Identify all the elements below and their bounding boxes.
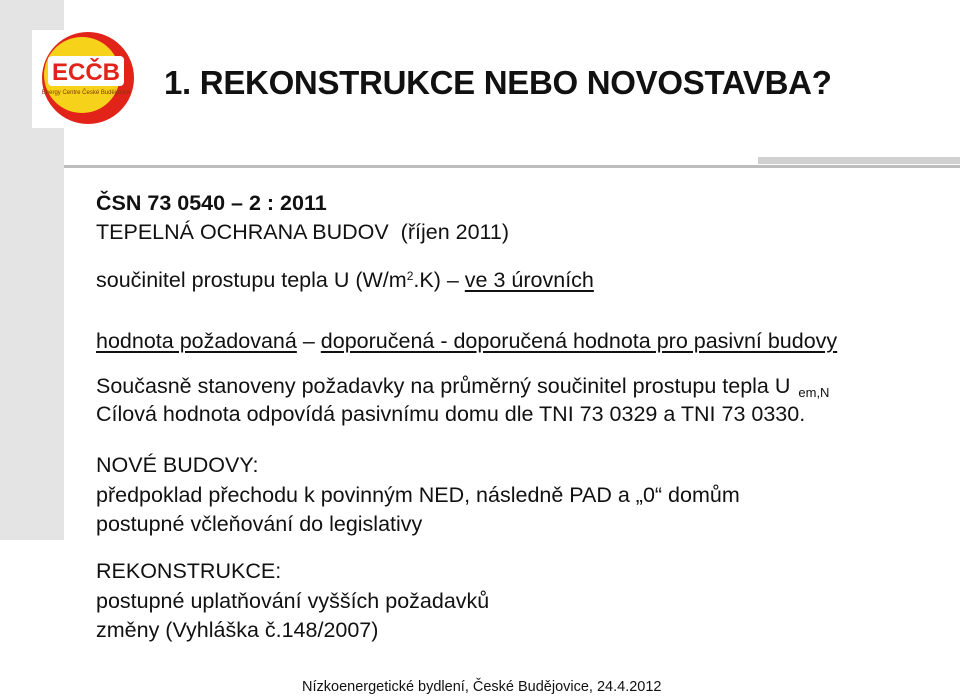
coefficient-levels: ve 3 úrovních [464,268,594,292]
current-requirements-sub: em,N [798,385,830,400]
new-buildings-heading: NOVÉ BUDOVY: [96,453,259,477]
footer-text: Nízkoenergetické bydlení, České Budějovice, 24.4.2012 [302,679,662,695]
level-recommended: doporučená - doporučená hodnota pro pasivní budovy [320,329,838,353]
reconstruction-heading: REKONSTRUKCE: [96,559,282,583]
coefficient-line [96,270,594,292]
page-title: 1. REKONSTRUKCE NEBO NOVOSTAVBA? [164,64,832,101]
title-rule [64,165,960,168]
level-required: hodnota požadovaná [96,329,297,353]
coefficient-sup: 2 [406,269,414,283]
standard-name: TEPELNÁ OCHRANA BUDOV [96,220,389,244]
logo-text: ECČB [51,59,121,86]
current-requirements-text: Současně stanoveny požadavky na průměrný součinitel prostupu tepla U [96,374,791,398]
current-requirements-line [96,376,829,399]
reconstruction-line1: postupné uplatňování vyšších požadavků [96,589,490,613]
ecb-logo [32,30,144,128]
target-value-line: Cílová hodnota odpovídá pasivnímu domu dle TNI 73 0329 a TNI 73 0330. [96,402,806,426]
coefficient-text: součinitel prostupu tepla U (W/m [96,268,407,292]
new-buildings-line1: předpoklad přechodu k povinným NED, následně PAD a „0“ domům [96,483,740,507]
title-rule-accent [758,157,960,164]
new-buildings-line2: postupné včleňování do legislativy [96,512,423,536]
level-dash: – [302,329,315,353]
standard-date: (říjen 2011) [400,220,510,244]
standard-code: ČSN 73 0540 – 2 : 2011 [96,191,327,215]
logo-subtext: Energy Centre České Budějovice [41,90,131,96]
coefficient-dash: – [446,268,459,292]
levels-line [96,331,837,353]
coefficient-unit: .K) [413,268,441,292]
reconstruction-line2: změny (Vyhláška č.148/2007) [96,618,379,642]
standard-name-line [96,222,509,244]
